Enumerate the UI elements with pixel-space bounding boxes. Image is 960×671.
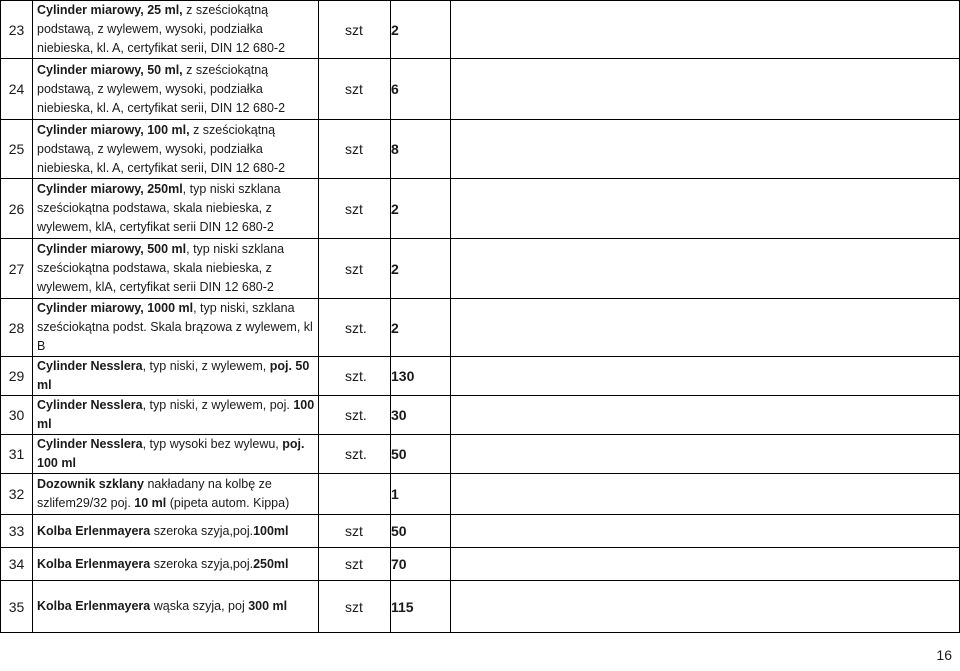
row-unit: szt bbox=[319, 179, 391, 239]
row-unit: szt bbox=[319, 59, 391, 120]
row-unit bbox=[319, 474, 391, 515]
row-empty-cell bbox=[451, 396, 960, 435]
row-description: Kolba Erlenmayera szeroka szyja,poj.100ml bbox=[33, 515, 319, 548]
row-description: Cylinder Nesslera, typ wysoki bez wylewu, poj. 100 ml bbox=[33, 435, 319, 474]
table-row bbox=[1, 357, 960, 396]
row-unit: szt. bbox=[319, 299, 391, 357]
table-row bbox=[1, 120, 960, 179]
row-unit: szt. bbox=[319, 396, 391, 435]
row-quantity: 115 bbox=[391, 581, 451, 633]
table-row bbox=[1, 179, 960, 239]
table-row bbox=[1, 396, 960, 435]
row-empty-cell bbox=[451, 179, 960, 239]
row-number: 25 bbox=[1, 120, 33, 179]
row-empty-cell bbox=[451, 239, 960, 299]
row-empty-cell bbox=[451, 515, 960, 548]
row-empty-cell bbox=[451, 120, 960, 179]
row-quantity: 2 bbox=[391, 299, 451, 357]
table-row bbox=[1, 515, 960, 548]
row-number: 29 bbox=[1, 357, 33, 396]
row-quantity: 1 bbox=[391, 474, 451, 515]
row-quantity: 30 bbox=[391, 396, 451, 435]
row-description: Dozownik szklany nakładany na kolbę ze szlifem29/32 poj. 10 ml (pipeta autom. Kippa) bbox=[33, 474, 319, 515]
row-description: Cylinder miarowy, 50 ml, z sześciokątną podstawą, z wylewem, wysoki, podziałka niebieska, kl. A, certyfikat serii, DIN 12 680-2 bbox=[33, 59, 319, 120]
table-row bbox=[1, 435, 960, 474]
row-number: 27 bbox=[1, 239, 33, 299]
table-row bbox=[1, 1, 960, 59]
row-empty-cell bbox=[451, 474, 960, 515]
row-unit: szt bbox=[319, 581, 391, 633]
row-empty-cell bbox=[451, 299, 960, 357]
row-quantity: 130 bbox=[391, 357, 451, 396]
row-number: 26 bbox=[1, 179, 33, 239]
row-number: 23 bbox=[1, 1, 33, 59]
row-description: Cylinder miarowy, 250ml, typ niski szklana sześciokątna podstawa, skala niebieska, z wylewem, klA, certyfikat serii DIN 12 680-2 bbox=[33, 179, 319, 239]
table-row bbox=[1, 239, 960, 299]
row-unit: szt bbox=[319, 120, 391, 179]
row-unit: szt bbox=[319, 548, 391, 581]
row-description: Cylinder miarowy, 25 ml, z sześciokątną podstawą, z wylewem, wysoki, podziałka niebieska, kl. A, certyfikat serii, DIN 12 680-2 bbox=[33, 1, 319, 59]
row-description: Cylinder miarowy, 1000 ml, typ niski, szklana sześciokątna podst. Skala brązowa z wylewem, kl B bbox=[33, 299, 319, 357]
row-quantity: 6 bbox=[391, 59, 451, 120]
table-row bbox=[1, 474, 960, 515]
page-number: 16 bbox=[936, 647, 952, 663]
row-description: Cylinder miarowy, 100 ml, z sześciokątną podstawą, z wylewem, wysoki, podziałka niebieska, kl. A, certyfikat serii, DIN 12 680-2 bbox=[33, 120, 319, 179]
table-row bbox=[1, 581, 960, 633]
row-number: 35 bbox=[1, 581, 33, 633]
row-description: Kolba Erlenmayera szeroka szyja,poj.250ml bbox=[33, 548, 319, 581]
row-quantity: 50 bbox=[391, 515, 451, 548]
table-row bbox=[1, 59, 960, 120]
row-unit: szt bbox=[319, 239, 391, 299]
row-empty-cell bbox=[451, 1, 960, 59]
row-number: 30 bbox=[1, 396, 33, 435]
row-description: Kolba Erlenmayera wąska szyja, poj 300 ml bbox=[33, 581, 319, 633]
row-empty-cell bbox=[451, 435, 960, 474]
row-number: 28 bbox=[1, 299, 33, 357]
row-quantity: 8 bbox=[391, 120, 451, 179]
row-number: 33 bbox=[1, 515, 33, 548]
row-number: 32 bbox=[1, 474, 33, 515]
row-description: Cylinder Nesslera, typ niski, z wylewem, poj. 50 ml bbox=[33, 357, 319, 396]
row-unit: szt bbox=[319, 515, 391, 548]
row-quantity: 2 bbox=[391, 179, 451, 239]
row-unit: szt. bbox=[319, 357, 391, 396]
row-quantity: 50 bbox=[391, 435, 451, 474]
row-unit: szt. bbox=[319, 435, 391, 474]
table-row bbox=[1, 299, 960, 357]
row-empty-cell bbox=[451, 581, 960, 633]
row-number: 24 bbox=[1, 59, 33, 120]
row-quantity: 2 bbox=[391, 1, 451, 59]
row-unit: szt bbox=[319, 1, 391, 59]
row-empty-cell bbox=[451, 357, 960, 396]
row-number: 31 bbox=[1, 435, 33, 474]
row-empty-cell bbox=[451, 548, 960, 581]
table-row bbox=[1, 548, 960, 581]
row-quantity: 2 bbox=[391, 239, 451, 299]
row-number: 34 bbox=[1, 548, 33, 581]
row-description: Cylinder miarowy, 500 ml, typ niski szklana sześciokątna podstawa, skala niebieska, z wylewem, klA, certyfikat serii DIN 12 680-2 bbox=[33, 239, 319, 299]
row-quantity: 70 bbox=[391, 548, 451, 581]
row-description: Cylinder Nesslera, typ niski, z wylewem, poj. 100 ml bbox=[33, 396, 319, 435]
row-empty-cell bbox=[451, 59, 960, 120]
